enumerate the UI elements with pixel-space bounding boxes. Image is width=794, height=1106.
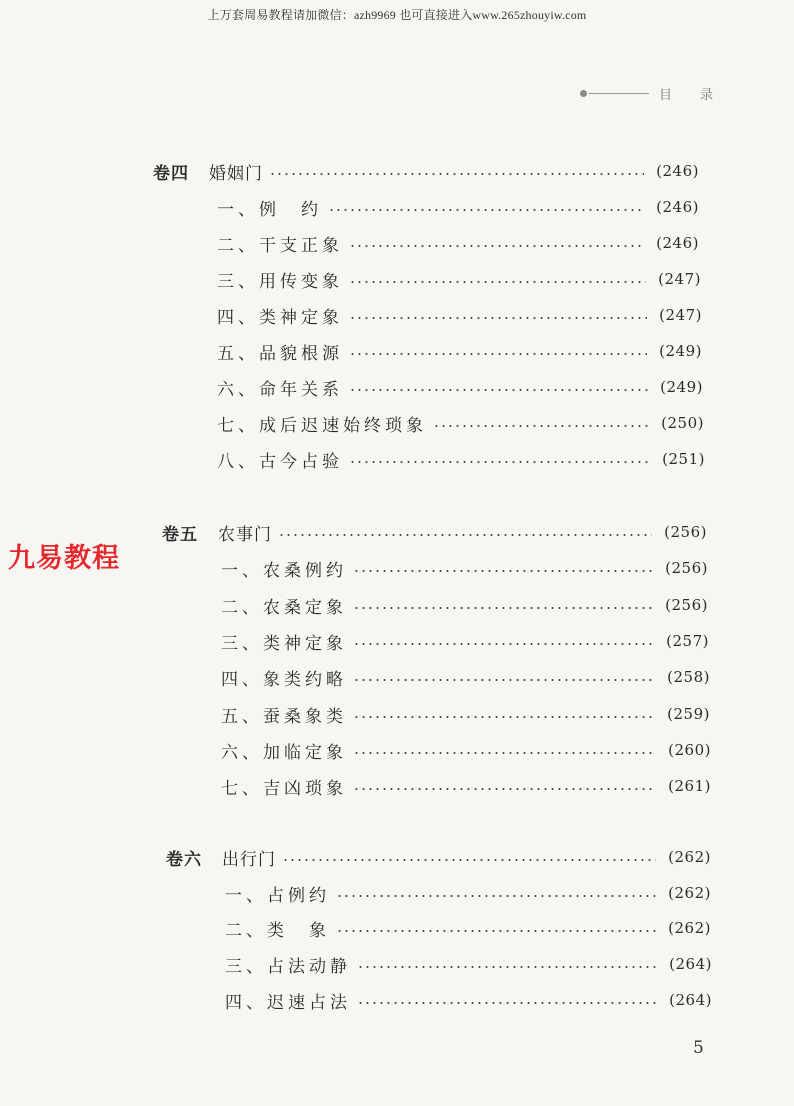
running-head-label: 目 录 xyxy=(659,88,726,103)
toc-entry[interactable] xyxy=(225,952,712,976)
page-ref: (256) xyxy=(664,523,707,541)
dot-leader xyxy=(357,1002,657,1004)
page-ref: (262) xyxy=(668,884,711,902)
entry-title: 七、成后迟速始终琐象 xyxy=(217,415,427,436)
toc-entry[interactable] xyxy=(221,774,711,798)
dot-leader xyxy=(349,389,648,391)
dot-leader xyxy=(353,716,655,718)
page-ref: (251) xyxy=(662,450,705,468)
dot-leader xyxy=(282,859,656,861)
dot-leader xyxy=(328,209,644,211)
dot-leader xyxy=(433,425,649,427)
page-ref: (246) xyxy=(656,162,699,180)
dot-leader xyxy=(336,895,656,897)
page-ref: (256) xyxy=(665,596,708,614)
toc-section-heading[interactable] xyxy=(162,520,707,544)
toc-entry[interactable] xyxy=(217,375,703,399)
toc-entry[interactable] xyxy=(225,881,711,905)
toc-entry[interactable] xyxy=(221,738,711,762)
entry-title: 二、类 象 xyxy=(225,920,330,941)
volume-label: 卷五 xyxy=(162,524,198,545)
dot-leader xyxy=(349,317,647,319)
dot-leader xyxy=(349,461,650,463)
toc-entry[interactable] xyxy=(221,665,710,689)
page-ref: (262) xyxy=(668,848,711,866)
dot-leader xyxy=(278,534,652,536)
dot-leader xyxy=(349,245,644,247)
entry-title: 三、类神定象 xyxy=(221,633,347,654)
page-ref: (258) xyxy=(667,668,710,686)
header-rule xyxy=(589,93,649,94)
section-title: 出行门 xyxy=(222,849,276,870)
entry-title: 五、品貌根源 xyxy=(217,343,343,364)
dot-leader xyxy=(353,752,656,754)
page-ref: (246) xyxy=(656,234,699,252)
entry-title: 一、农桑例约 xyxy=(221,560,347,581)
page-ref: (249) xyxy=(659,342,702,360)
watermark: 九易教程 xyxy=(8,543,120,574)
entry-title: 三、占法动静 xyxy=(225,956,351,977)
toc-entry[interactable] xyxy=(217,231,699,255)
entry-title: 一、占例约 xyxy=(225,885,330,906)
entry-title: 四、迟速占法 xyxy=(225,992,351,1013)
entry-title: 二、干支正象 xyxy=(217,235,343,256)
page-ref: (264) xyxy=(669,991,712,1009)
page-ref: (246) xyxy=(656,198,699,216)
bullet-dot-icon xyxy=(580,90,587,97)
entry-title: 五、蚕桑象类 xyxy=(221,706,347,727)
toc-entry[interactable] xyxy=(217,303,702,327)
dot-leader xyxy=(353,788,656,790)
entry-title: 三、用传变象 xyxy=(217,271,343,292)
dot-leader xyxy=(269,173,644,175)
dot-leader xyxy=(357,966,657,968)
running-head xyxy=(580,84,725,103)
dot-leader xyxy=(353,643,654,645)
entry-title: 七、吉凶琐象 xyxy=(221,778,347,799)
toc-entry[interactable] xyxy=(217,267,701,291)
section-title: 婚姻门 xyxy=(209,163,263,184)
toc-entry[interactable] xyxy=(221,629,709,653)
entry-title: 四、类神定象 xyxy=(217,307,343,328)
dot-leader xyxy=(353,607,653,609)
page-ref: (250) xyxy=(661,414,704,432)
toc-entry[interactable] xyxy=(217,195,699,219)
volume-label: 卷四 xyxy=(153,163,189,184)
toc-entry[interactable] xyxy=(225,916,711,940)
dot-leader xyxy=(353,679,655,681)
dot-leader xyxy=(336,930,656,932)
page-ref: (249) xyxy=(660,378,703,396)
entry-title: 四、象类约略 xyxy=(221,669,347,690)
volume-label: 卷六 xyxy=(166,849,202,870)
toc-entry[interactable] xyxy=(217,447,705,471)
toc-entry[interactable] xyxy=(217,411,704,435)
page-ref: (260) xyxy=(668,741,711,759)
page-ref: (261) xyxy=(668,777,711,795)
entry-title: 八、古今占验 xyxy=(217,451,343,472)
page-ref: (262) xyxy=(668,919,711,937)
entry-title: 二、农桑定象 xyxy=(221,597,347,618)
toc-section-heading[interactable] xyxy=(166,845,711,869)
entry-title: 六、加临定象 xyxy=(221,742,347,763)
page-number: 5 xyxy=(693,1038,704,1058)
page-ref: (247) xyxy=(659,306,702,324)
page-ref: (257) xyxy=(666,632,709,650)
page-ref: (264) xyxy=(669,955,712,973)
toc-entry[interactable] xyxy=(225,988,712,1012)
section-title: 农事门 xyxy=(218,524,272,545)
dot-leader xyxy=(349,353,647,355)
page-ref: (256) xyxy=(665,559,708,577)
toc-entry[interactable] xyxy=(217,339,702,363)
entry-title: 一、例 约 xyxy=(217,199,322,220)
dot-leader xyxy=(349,281,646,283)
toc-section-heading[interactable] xyxy=(153,159,699,183)
dot-leader xyxy=(353,570,653,572)
toc-entry[interactable] xyxy=(221,556,708,580)
toc-entry[interactable] xyxy=(221,593,708,617)
top-banner: 上万套周易教程请加微信：azh9969 也可直接进入www.265zhouyiw.com xyxy=(207,8,587,22)
toc-entry[interactable] xyxy=(221,702,710,726)
entry-title: 六、命年关系 xyxy=(217,379,343,400)
page-ref: (247) xyxy=(658,270,701,288)
page-ref: (259) xyxy=(667,705,710,723)
